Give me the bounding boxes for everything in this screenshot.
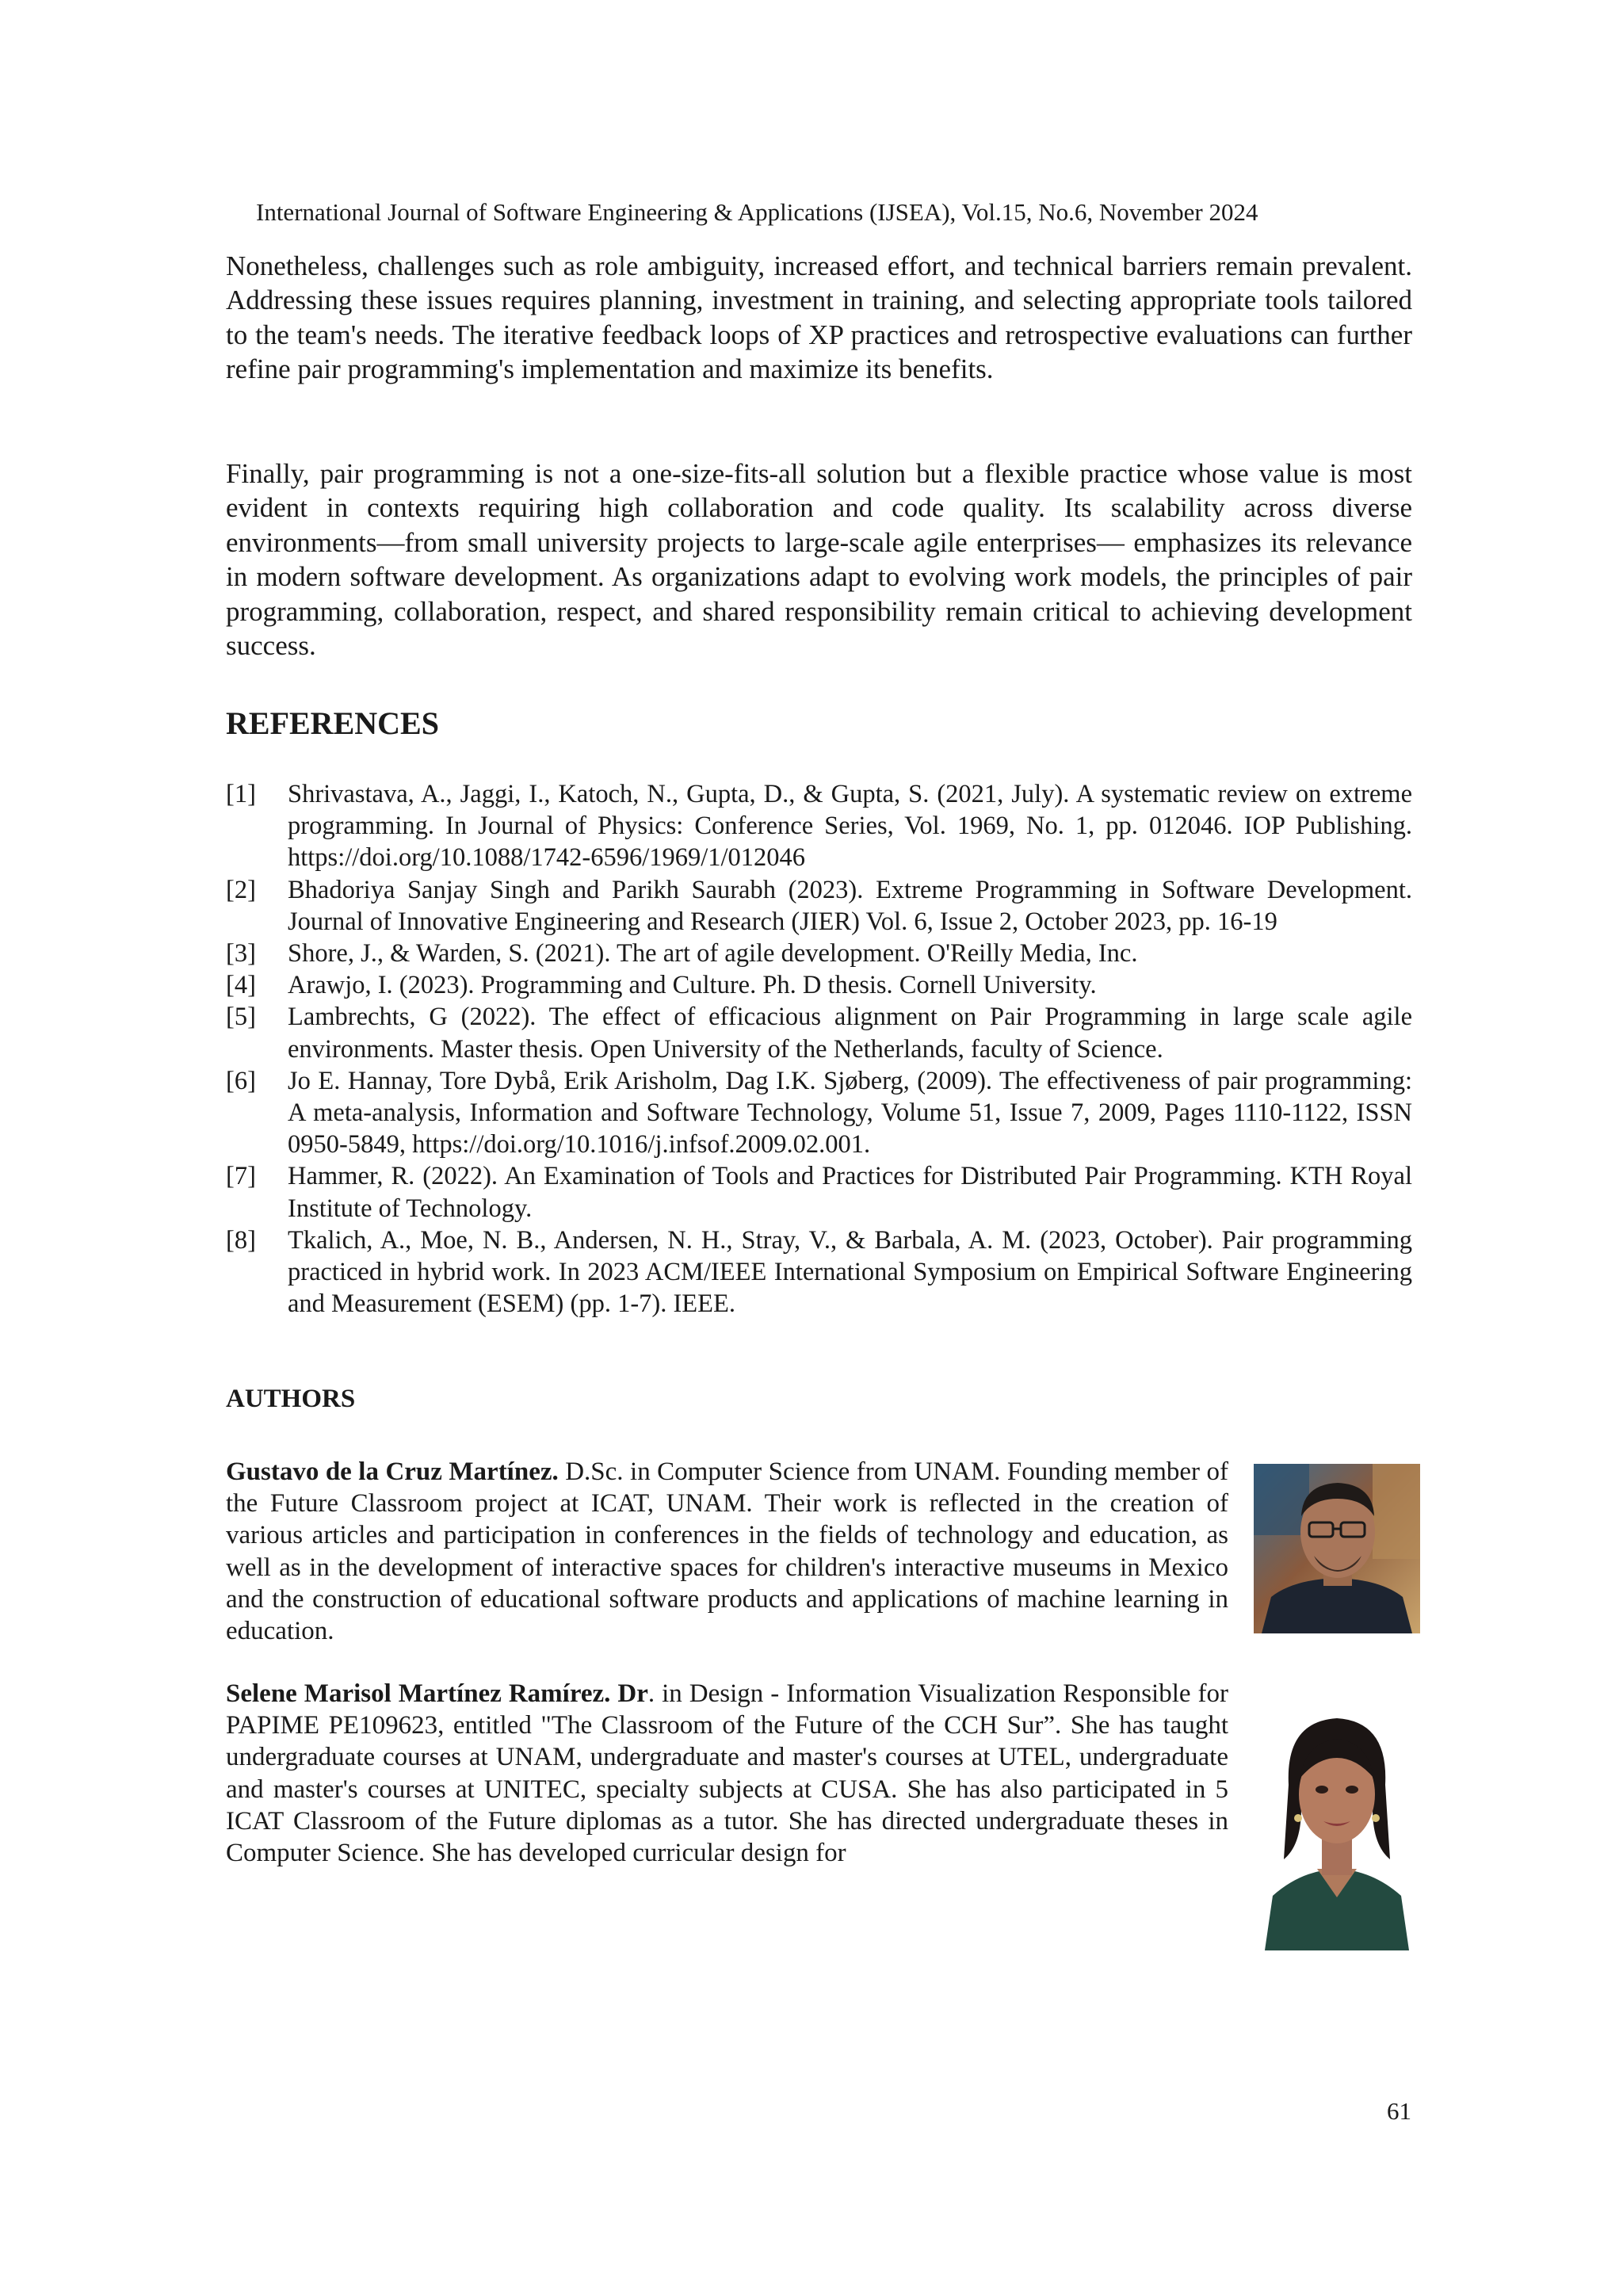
reference-item: [226, 969, 1412, 1001]
reference-number: [2]: [226, 875, 256, 904]
reference-text: Bhadoriya Sanjay Singh and Parikh Saurabh (2023). Extreme Programming in Software Development. Journal of Innovative Engineering and Research (JIER) Vol. 6, Issue 2, October 2023, pp. 16-19: [288, 875, 1412, 936]
author-bio-text: D.Sc. in Computer Science from UNAM. Founding member of the Future Classroom project at ICAT, UNAM. Their work is reflected in the creation of various articles and participation in conferences in the fields of technology and education, as well as in the development of interactive spaces for children's interactive museums in Mexico and the construction of educational software products and applications of machine learning in education.: [226, 1457, 1228, 1646]
author-bio: [226, 1678, 1228, 1869]
reference-number: [5]: [226, 1003, 256, 1032]
running-header: International Journal of Software Engineering & Applications (IJSEA), Vol.15, No.6, November 2024: [256, 198, 1258, 226]
authors-heading: AUTHORS: [226, 1385, 356, 1413]
reference-item: [226, 1224, 1412, 1320]
reference-item: [226, 778, 1412, 874]
reference-item: [226, 1001, 1412, 1064]
reference-number: [4]: [226, 971, 256, 1000]
author-bio: [226, 1456, 1228, 1647]
references-heading: REFERENCES: [226, 705, 439, 741]
reference-text: Arawjo, I. (2023). Programming and Culture. Ph. D thesis. Cornell University.: [288, 971, 1097, 1000]
author-name: Gustavo de la Cruz Martínez.: [226, 1457, 559, 1486]
reference-text: Shore, J., & Warden, S. (2021). The art of agile development. O'Reilly Media, Inc.: [288, 939, 1138, 968]
author-name: Selene Marisol Martínez Ramírez. Dr: [226, 1679, 648, 1708]
reference-number: [6]: [226, 1066, 256, 1095]
reference-text: Hammer, R. (2022). An Examination of Tools and Practices for Distributed Pair Programming. KTH Royal Institute of Technology.: [288, 1162, 1412, 1223]
reference-text: Shrivastava, A., Jaggi, I., Katoch, N., Gupta, D., & Gupta, S. (2021, July). A systematic review on extreme programming. In Journal of Physics: Conference Series, Vol. 1969, No. 1, pp. 012046. IOP Publishing. https://doi.org/10.1088/1742-6596/1969/1/012046: [288, 780, 1412, 873]
reference-number: [7]: [226, 1162, 256, 1191]
reference-number: [3]: [226, 939, 256, 968]
reference-number: [1]: [226, 780, 256, 808]
reference-item: [226, 1065, 1412, 1161]
body-paragraph: Finally, pair programming is not a one-size-fits-all solution but a flexible practice whose value is most evident in contexts requiring high collaboration and code quality. Its scalability across diverse environments—from small university projects to large-scale agile enterprises— emphasizes its relevance in modern software development. As organizations adapt to evolving work models, the principles of pair programming, collaboration, respect, and shared responsibility remain critical to achieving development success.: [226, 458, 1412, 662]
page-number: 61: [1387, 2097, 1411, 2125]
reference-list: [226, 778, 1412, 1320]
author-portrait-image: [1254, 1464, 1420, 1633]
reference-text: Lambrechts, G (2022). The effect of efficacious alignment on Pair Programming in large scale agile environments. Master thesis. Open University of the Netherlands, faculty of Science.: [288, 1003, 1412, 1064]
body-paragraph: Nonetheless, challenges such as role ambiguity, increased effort, and technical barriers remain prevalent. Addressing these issues requires planning, investment in training, and selecting appropriate tools tailored to the team's needs. The iterative feedback loops of XP practices and retrospective evaluations can further refine pair programming's implementation and maximize its benefits.: [226, 250, 1412, 385]
author-photo: [1254, 1690, 1420, 1950]
reference-text: Tkalich, A., Moe, N. B., Andersen, N. H., Stray, V., & Barbala, A. M. (2023, October). Pair programming practiced in hybrid work. In 2023 ACM/IEEE International Symposium on Empirical Software Engineering and Measurement (ESEM) (pp. 1-7). IEEE.: [288, 1225, 1412, 1319]
author-bio-text: . in Design - Information Visualization Responsible for PAPIME PE109623, entitled "The Classroom of the Future of the CCH Sur”. She has taught undergraduate courses at UNAM, undergraduate and master's courses at UTEL, undergraduate and master's courses at UNITEC, specialty subjects at CUSA. She has also participated in 5 ICAT Classroom of the Future diplomas as a tutor. She has directed undergraduate theses in Computer Science. She has developed curricular design for: [226, 1679, 1229, 1868]
reference-item: [226, 938, 1412, 969]
reference-item: [226, 874, 1412, 938]
reference-item: [226, 1160, 1412, 1224]
author-photo: [1254, 1464, 1420, 1633]
author-portrait-image: [1254, 1690, 1420, 1950]
reference-text: Jo E. Hannay, Tore Dybå, Erik Arisholm, Dag I.K. Sjøberg, (2009). The effectiveness of pair programming: A meta-analysis, Information and Software Technology, Volume 51, Issue 7, 2009, Pages 1110-1122, ISSN 0950-5849, https://doi.org/10.1016/j.infsof.2009.02.001.: [288, 1066, 1412, 1159]
reference-number: [8]: [226, 1225, 256, 1255]
